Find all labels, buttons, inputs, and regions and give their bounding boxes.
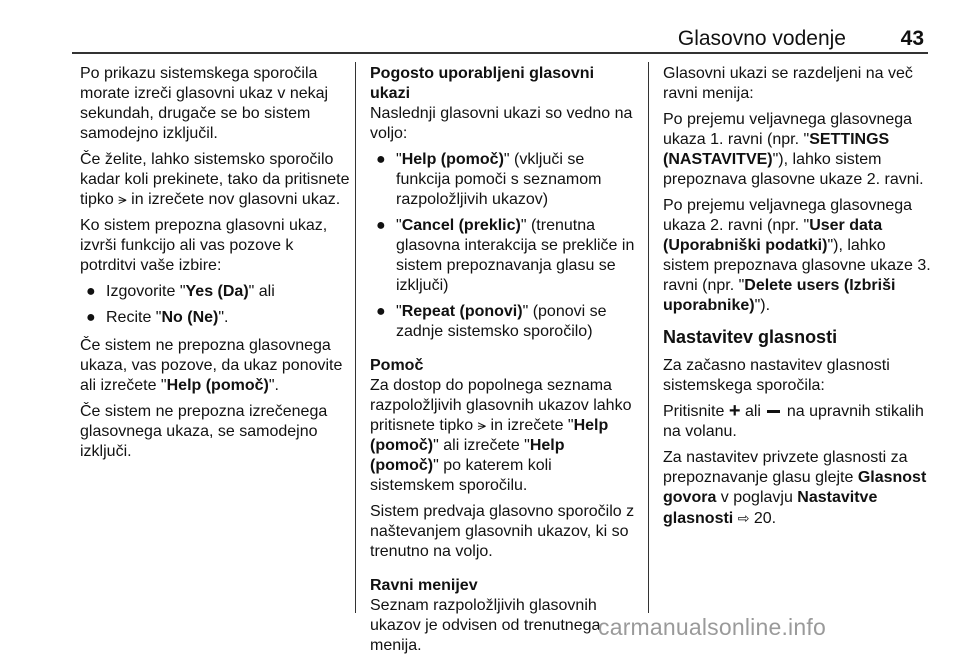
bullet-list <box>80 282 352 328</box>
paragraph: Za začasno nastavitev glasnosti sistemskega sporočila: <box>663 357 890 394</box>
bullet-icon: ● <box>376 217 386 234</box>
column-right <box>663 64 931 535</box>
watermark: carmanualsonline.info <box>598 614 826 640</box>
paragraph: Seznam razpoložljivih glasovnih ukazov je odvisen od trenutnega menija. <box>370 597 601 654</box>
list-item: ● "Help (pomoč)" (vključi se funkcija pomoči s seznamom razpoložljivih ukazov) <box>376 151 602 208</box>
bullet-icon: ● <box>86 283 96 300</box>
section-heading: Pomoč <box>370 357 424 374</box>
paragraph: Če sistem ne prepozna glasovnega ukaza, vas pozove, da ukaz ponovite ali izrečete "Help (pomoč)". <box>80 337 343 394</box>
paragraph: Po prikazu sistemskega sporočila morate izreči glasovni ukaz v nekaj sekundah, drugače se bo sistem samodejno izključil. <box>80 65 329 142</box>
section-heading: Pogosto uporabljeni glasovni ukazi <box>370 65 595 102</box>
paragraph: Za dostop do popolnega seznama razpoložljivih glasovnih ukazov lahko pritisnete tipko ⪫ in izrečete "Help (pomoč)" ali izrečete "Help (pomoč)" po katerem koli sistemskem sporočilu. <box>370 377 632 494</box>
list-item: ● "Repeat (ponovi)" (ponovi se zadnje sistemsko sporočilo) <box>376 303 607 340</box>
bullet-icon: ● <box>376 303 386 320</box>
bullet-icon: ● <box>86 309 96 326</box>
paragraph: Ko sistem prepozna glasovni ukaz, izvrši funkcijo ali vas pozove k potrditvi vaše izbire: <box>80 217 328 274</box>
list-item: ● Izgovorite "Yes (Da)" ali <box>86 283 275 300</box>
paragraph: Glasovni ukazi se razdeljeni na več ravni menija: <box>663 65 913 102</box>
page-title: Glasovno vodenje <box>677 27 846 50</box>
section-heading: Nastavitev glasnosti <box>663 327 838 347</box>
bullet-list <box>370 150 636 342</box>
minus-icon <box>767 410 780 413</box>
paragraph: Če sistem ne prepozna izrečenega glasovnega ukaza, se samodejno izključi. <box>80 403 328 460</box>
list-item: ● "Cancel (preklic)" (trenutna glasovna interakcija se prekliče in sistem prepoznavanja glasu se izključi) <box>376 217 635 294</box>
plus-icon: + <box>728 400 741 422</box>
paragraph: Sistem predvaja glasovno sporočilo z naštevanjem glasovnih ukazov, ki so trenutno na voljo. <box>370 503 635 560</box>
column-divider <box>355 62 356 613</box>
header-rule <box>72 52 928 54</box>
paragraph: Po prejemu veljavnega glasovnega ukaza 1. ravni (npr. "SETTINGS (NASTAVITVE)"), lahko sistem prepoznava glasovne ukaze 2. ravni. <box>663 111 924 188</box>
paragraph: Za nastavitev privzete glasnosti za prepoznavanje glasu glejte Glasnost govora v poglavju Nastavitve glasnosti ⇨ 20. <box>663 449 927 527</box>
paragraph: Naslednji glasovni ukazi so vedno na voljo: <box>370 105 633 142</box>
column-left <box>80 64 352 468</box>
column-divider <box>648 62 649 613</box>
page-number: 43 <box>900 27 924 50</box>
paragraph: Če želite, lahko sistemsko sporočilo kadar koli prekinete, tako da pritisnete tipko ⪫ in izrečete nov glasovni ukaz. <box>80 151 350 208</box>
voice-command-icon: ⪫ <box>477 417 487 434</box>
bullet-icon: ● <box>376 151 386 168</box>
page-reference-arrow-icon: ⇨ <box>737 510 750 526</box>
paragraph: Pritisnite + ali na upravnih stikalih na volanu. <box>663 400 924 440</box>
paragraph: Po prejemu veljavnega glasovnega ukaza 2. ravni (npr. "User data (Uporabniški podatki)"), lahko sistem prepoznava glasovne ukaze 3. ravni (npr. "Delete users (Izbriši uporabnike)"). <box>663 197 931 314</box>
column-middle <box>370 64 636 662</box>
page-header <box>72 20 928 50</box>
list-item: ● Recite "No (Ne)". <box>86 309 229 326</box>
voice-command-icon: ⪫ <box>118 191 127 208</box>
section-heading: Ravni menijev <box>370 577 478 594</box>
